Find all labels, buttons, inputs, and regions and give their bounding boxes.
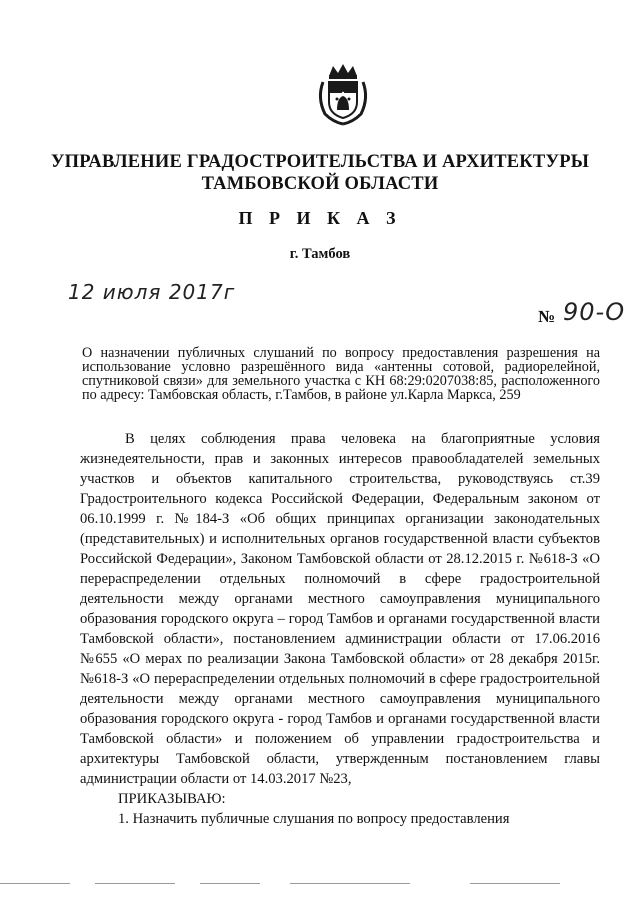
tambov-coat-of-arms-icon bbox=[315, 62, 371, 126]
organization-name-line2: ТАМБОВСКОЙ ОБЛАСТИ bbox=[201, 174, 439, 194]
body-paragraph-orders: ПРИКАЗЫВАЮ: bbox=[118, 791, 226, 807]
body-paragraph-item-1: 1. Назначить публичные слушания по вопросу предоставления bbox=[118, 811, 510, 827]
order-subject: О назначении публичных слушаний по вопросу предоставления разрешения на использование условно разрешённого вида «антенны сотовой, радиорелейной, спутниковой связи» для земельного участка с КН 68:29:0207038:85, расположенного по адресу: Тамбовская область, г.Тамбов, в районе ул.Карла Маркса, 259 bbox=[82, 345, 600, 403]
scan-artifact-line bbox=[0, 883, 70, 884]
body-paragraph-1: В целях соблюдения права человека на благоприятные условия жизнедеятельности, прав и законных интересов правообладателей земельных участков и объектов капитального строительства, руководствуясь ст.39 Градостроительного кодекса Российской Федерации, Федеральным законом от 06.10.1999 г. №184-З «Об общих принципах организации законодательных (представительных) и исполнительных органов государственной власти субъектов Российской Федерации», Законом Тамбовской области от 28.12.2015 г. №618-З «О перераспределении отдельных полномочий в сфере градостроительной деятельности между органами местного самоуправления муниципального образования городского округа – город Тамбов и органами государственной власти Тамбовской области», постановлением администрации области от 17.06.2016 №655 «О мерах по реализации Закона Тамбовской области» от 28 декабря 2015г. №618-З «О перераспределении отдельных полномочий в сфере градостроительной деятельности между органами местного самоуправления муниципального образования городского округа - город Тамбов и органами государственной власти Тамбовской области» и положением об управлении градостроительства и архитектуры Тамбовской области, утвержденным постановлением главы администрации области от 14.03.2017 №23, bbox=[80, 431, 600, 787]
order-body bbox=[80, 429, 600, 829]
scan-artifact-line bbox=[200, 883, 260, 884]
handwritten-number: 90-О bbox=[563, 298, 626, 326]
handwritten-date: 12 июля 2017г bbox=[68, 280, 236, 304]
document-type: П Р И К А З bbox=[238, 208, 402, 228]
organization-name-line1: УПРАВЛЕНИЕ ГРАДОСТРОИТЕЛЬСТВА И АРХИТЕКТУРЫ bbox=[50, 152, 590, 172]
scan-artifact-line bbox=[470, 883, 560, 884]
document-city: г. Тамбов bbox=[289, 246, 351, 262]
number-label: № bbox=[538, 307, 556, 326]
scan-artifact-line bbox=[290, 883, 410, 884]
scan-artifact-line bbox=[95, 883, 175, 884]
